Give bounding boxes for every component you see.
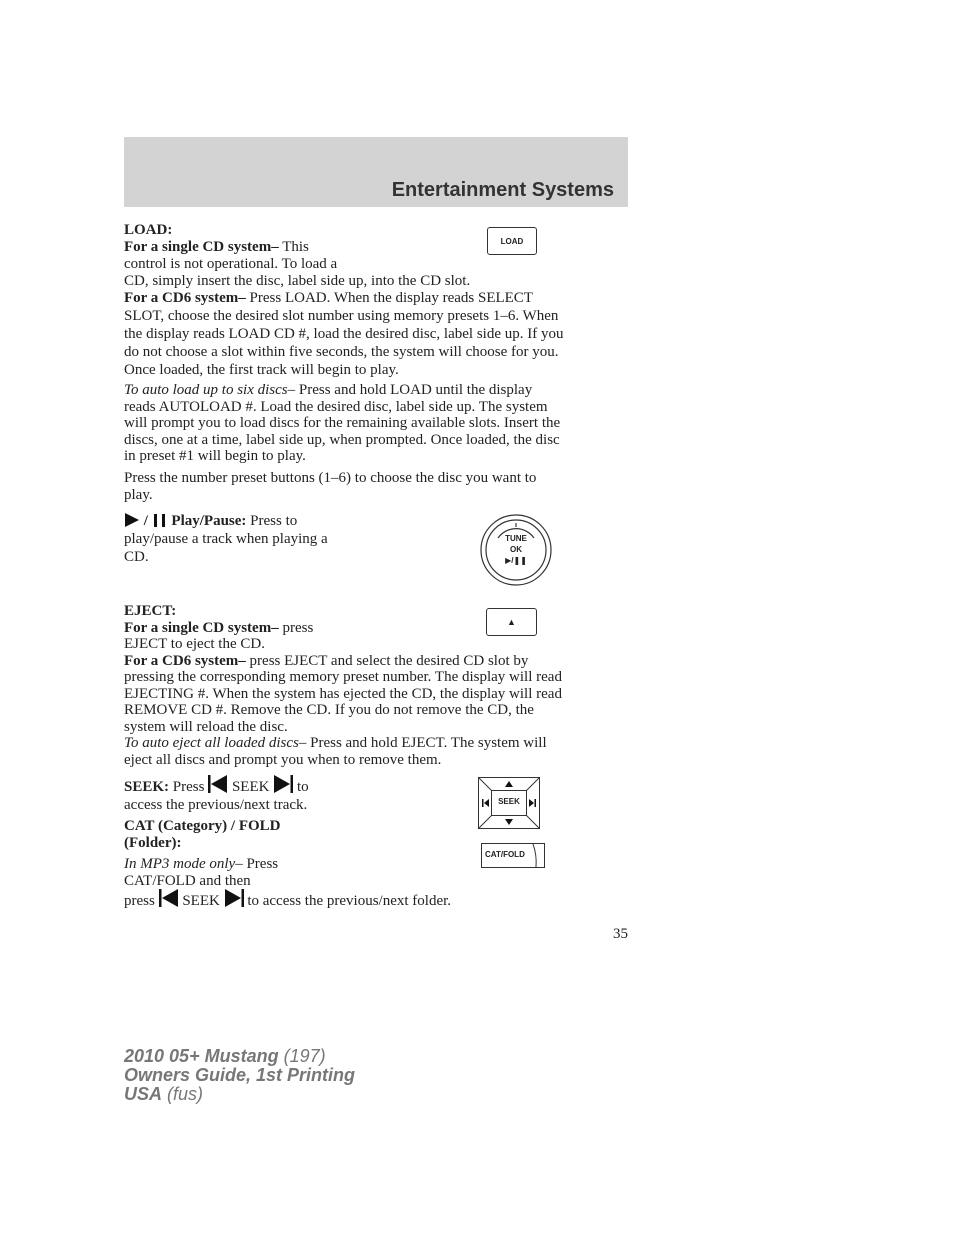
eject-auto-text-2: eject all discs and prompt you when to remove them. bbox=[124, 751, 442, 768]
load-section bbox=[124, 222, 628, 379]
load-auto-text-2: reads AUTOLOAD #. Load the desired disc, label side up. The system bbox=[124, 398, 548, 415]
load-cd6-text-3: the display reads LOAD CD #, load the desired disc, label side up. If you bbox=[124, 326, 564, 342]
play-separator: / bbox=[143, 513, 148, 529]
eject-heading: EJECT: bbox=[124, 603, 177, 619]
eject-single-label: For a single CD system– bbox=[124, 619, 279, 636]
play-pause-section bbox=[124, 512, 374, 566]
load-button-label: LOAD bbox=[500, 236, 524, 246]
seek-button-label: SEEK bbox=[498, 797, 520, 806]
load-cd6-text-4: do not choose a slot within five seconds, the system will choose for you. bbox=[124, 344, 559, 360]
section-title: Entertainment Systems bbox=[391, 179, 614, 201]
load-cd6-text: Press LOAD. When the display reads SELECT bbox=[245, 290, 533, 306]
load-cd6-text-2: SLOT, choose the desired slot number using memory presets 1–6. When bbox=[124, 308, 559, 324]
footer-edition-info bbox=[124, 1047, 355, 1104]
seek-next-icon bbox=[273, 775, 293, 793]
load-auto-text: – Press and hold LOAD until the display bbox=[287, 382, 533, 398]
seek-press-text: Press bbox=[169, 779, 209, 795]
cat-press-text: press bbox=[124, 893, 159, 909]
tune-ok-knob-illustration bbox=[480, 514, 552, 586]
cat-heading-2: (Folder): bbox=[124, 834, 182, 851]
pause-icon bbox=[152, 514, 168, 527]
eject-single-text-2: EJECT to eject the CD. bbox=[124, 636, 265, 652]
eject-cd6-text-5: system will reload the disc. bbox=[124, 718, 288, 735]
seek-text-2: access the previous/next track. bbox=[124, 797, 308, 813]
load-auto-label: To auto load up to six discs bbox=[124, 382, 288, 398]
cat-fold-button-label: CAT/FOLD bbox=[485, 850, 525, 859]
knob-label-ok: OK bbox=[510, 545, 522, 554]
eject-cd6-text-2: pressing the corresponding memory preset number. The display will read bbox=[124, 669, 562, 685]
preset-text-2: play. bbox=[124, 486, 153, 503]
load-cd6-text-5: Once loaded, the first track will begin to play. bbox=[124, 362, 399, 378]
seek-word: SEEK bbox=[228, 779, 274, 795]
preset-paragraph bbox=[124, 470, 628, 503]
footer-market-code: (fus) bbox=[162, 1084, 204, 1104]
cat-text: – Press bbox=[235, 856, 279, 872]
eject-section bbox=[124, 603, 628, 768]
cat-text-2: CAT/FOLD and then bbox=[124, 872, 251, 889]
cat-seek-line bbox=[124, 889, 628, 911]
folder-previous-icon bbox=[159, 889, 179, 907]
eject-single-text: press bbox=[278, 619, 314, 636]
footer-model: 2010 05+ Mustang bbox=[124, 1046, 279, 1066]
folder-next-icon bbox=[224, 889, 244, 907]
seek-label: SEEK: bbox=[124, 779, 170, 795]
load-auto-text-4: discs, one at a time, label side up, when prompted. Once loaded, the disc bbox=[124, 431, 560, 448]
load-auto-text-5: in preset #1 will begin to play. bbox=[124, 448, 306, 464]
footer-model-code: (197) bbox=[278, 1046, 326, 1066]
knob-label-play-pause: ▶/❚❚ bbox=[505, 556, 527, 565]
eject-cd6-text-3: EJECTING #. When the system has ejected the CD, the display will read bbox=[124, 685, 562, 702]
eject-cd6-text-4: REMOVE CD #. Remove the CD. If you do not remove the CD, the bbox=[124, 702, 534, 718]
cat-tail-text: to access the previous/next folder. bbox=[243, 893, 452, 909]
page-number: 35 bbox=[613, 926, 628, 942]
eject-button-illustration bbox=[486, 608, 537, 636]
load-single-text-3: CD, simply insert the disc, label side up, into the CD slot. bbox=[124, 273, 471, 289]
load-heading: LOAD: bbox=[124, 222, 173, 238]
play-pause-text: Press to bbox=[246, 513, 298, 529]
cat-fold-button-illustration bbox=[481, 843, 545, 868]
cat-heading: CAT (Category) / FOLD bbox=[124, 818, 281, 834]
seek-button-illustration bbox=[478, 777, 540, 829]
eject-auto-label: To auto eject all loaded discs bbox=[124, 735, 299, 751]
cat-seek-word: SEEK bbox=[178, 893, 224, 909]
load-cd6-label: For a CD6 system– bbox=[124, 290, 246, 306]
section-header-band bbox=[124, 137, 628, 207]
footer-market: USA bbox=[124, 1084, 163, 1104]
footer-printing: Owners Guide, 1st Printing bbox=[124, 1065, 356, 1085]
cat-mode-label: In MP3 mode only bbox=[124, 856, 236, 872]
eject-cd6-label: For a CD6 system– bbox=[124, 652, 246, 669]
seek-previous-icon bbox=[208, 775, 228, 793]
load-auto-text-3: will prompt you to load discs for the remaining available slots. Insert the bbox=[124, 415, 561, 431]
load-single-text: This bbox=[278, 239, 309, 255]
cat-fold-section bbox=[124, 818, 384, 889]
play-pause-text-2: play/pause a track when playing a bbox=[124, 531, 328, 547]
eject-auto-text: – Press and hold EJECT. The system will bbox=[298, 735, 547, 751]
play-pause-label: Play/Pause: bbox=[171, 513, 247, 529]
eject-icon: ▲ bbox=[507, 617, 516, 627]
load-auto-paragraph bbox=[124, 382, 628, 465]
seek-to-text: to bbox=[293, 779, 309, 795]
seek-section bbox=[124, 775, 374, 814]
knob-label-tune: TUNE bbox=[505, 534, 527, 543]
eject-cd6-text: press EJECT and select the desired CD slot by bbox=[245, 652, 529, 669]
play-pause-text-3: CD. bbox=[124, 549, 149, 565]
load-single-text-2: control is not operational. To load a bbox=[124, 256, 338, 272]
load-button-illustration bbox=[487, 227, 537, 255]
play-icon bbox=[124, 513, 140, 527]
preset-text: Press the number preset buttons (1–6) to choose the disc you want to bbox=[124, 470, 537, 486]
load-single-label: For a single CD system– bbox=[124, 239, 279, 255]
